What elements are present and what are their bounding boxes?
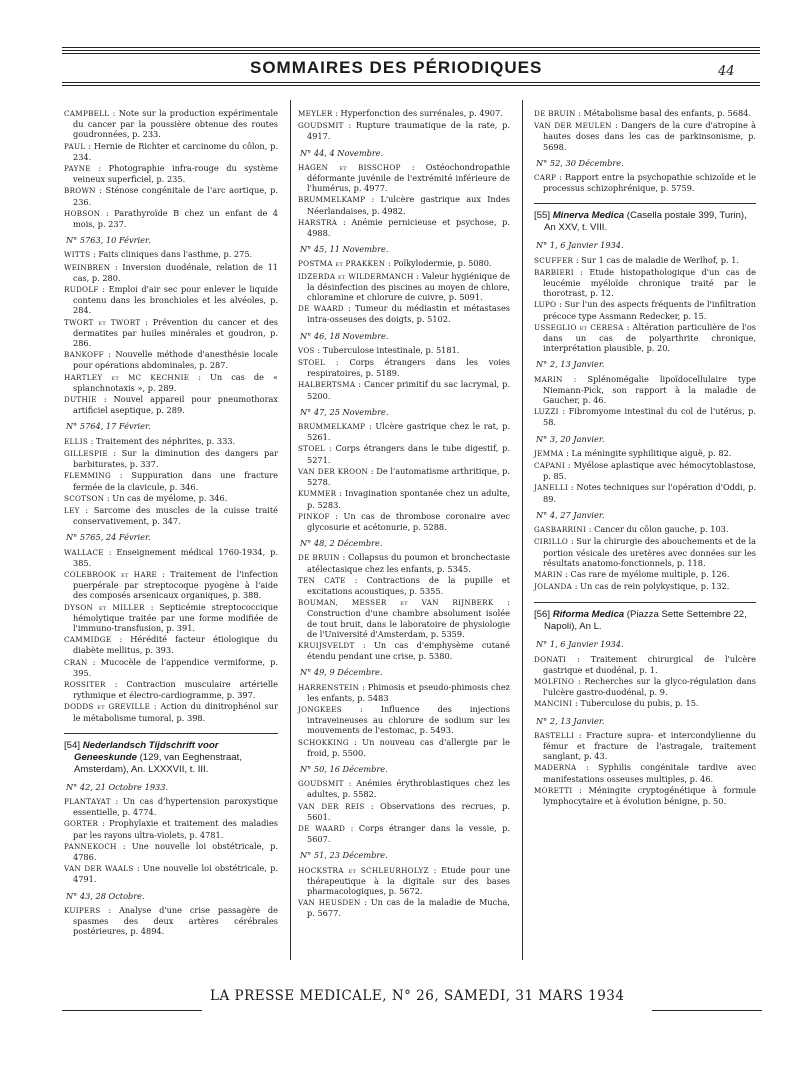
author-name: DONATI	[534, 654, 567, 664]
author-name: PLANTAYAT	[64, 796, 111, 806]
article-title: : Action du dinitrophénol sur le métabolisme tumoral, p. 398.	[73, 701, 278, 723]
article-entry	[64, 436, 278, 447]
article-title: : Traitement de l'infection puerpérale par streptocoque pyogène à l'aide des composés arsenicaux organiques, p. 388.	[73, 568, 278, 601]
header-rule	[62, 53, 760, 54]
article-entry	[298, 575, 510, 596]
article-entry	[64, 262, 278, 283]
article-entry	[298, 120, 510, 141]
article-title: : Faits cliniques dans l'asthme, p. 275.	[90, 249, 253, 260]
article-entry	[298, 737, 510, 758]
article-entry	[534, 448, 756, 459]
article-entry	[534, 172, 756, 193]
author-name: FLEMMING	[64, 471, 111, 481]
author-name: POSTMA et PRAKKEN	[298, 259, 386, 269]
article-title: : Valeur hygiénique de la désinfection des piscines au moyen de chlore, chloramine et chlorure de cuivre, p. 5091.	[307, 270, 510, 303]
article-entry	[298, 552, 510, 573]
journal-number: [55]	[534, 210, 551, 222]
author-name: CARP	[534, 173, 557, 183]
article-title: : Rupture traumatique de la rate, p. 4917.	[307, 120, 510, 142]
author-name: TWORT et TWORT	[64, 317, 141, 327]
issue-heading: N° 48, 2 Décembre.	[300, 538, 383, 549]
journal-number: [56]	[534, 609, 551, 621]
author-name: MARIN	[534, 569, 563, 579]
article-entry	[64, 701, 278, 722]
article-entry	[534, 654, 756, 675]
author-name: MARIN	[534, 374, 563, 384]
column-divider	[290, 100, 291, 960]
article-entry	[64, 863, 278, 884]
article-title: : Une nouvelle loi obstétricale, p. 4786.	[73, 840, 278, 862]
author-name: BANKOFF	[64, 350, 104, 360]
author-name: HAGEN et BISSCHOP	[298, 162, 401, 172]
author-name: CAPANI	[534, 461, 565, 471]
article-entry	[64, 249, 278, 260]
article-title: : Notes techniques sur l'opération d'Oddi, p. 89.	[543, 482, 756, 504]
article-title: : Tumeur du médiastin et métastases intra-osseuses des doigts, p. 5102.	[307, 303, 510, 325]
article-title: : Prévention du cancer et des dermatites par huiles minérales et goudron, p. 286.	[73, 316, 278, 349]
article-title: : Fracture supra- et intercondylienne du fémur et fracture de l'astragale, traitement sanglant, p. 43.	[543, 729, 756, 762]
article-entry	[298, 466, 510, 487]
journal-heading	[534, 609, 756, 633]
article-entry	[298, 162, 510, 194]
journal-name: Minerva Medica	[552, 210, 625, 222]
article-entry	[64, 448, 278, 469]
article-title: : Une nouvelle loi obstétricale, p. 4791.	[73, 863, 278, 885]
article-title: : Ostéochondropathie déformante juvénile de l'extrémité inférieure de l'humérus, p. 4977.	[307, 161, 510, 194]
article-title: : Invagination spontanée chez un adulte, p. 5283.	[307, 488, 510, 510]
article-title: : Un cas de myélome, p. 346.	[104, 492, 228, 503]
issue-heading: N° 42, 21 Octobre 1933.	[66, 781, 169, 792]
article-title: : Un nouveau cas d'allergie par le froid, p. 5500.	[307, 736, 510, 758]
article-title: : Etude pour une thérapeutique à la digitale sur des bases pharmacologiques, p. 5672.	[307, 864, 511, 896]
issue-heading: N° 2, 13 Janvier.	[536, 359, 605, 370]
article-entry	[298, 704, 510, 736]
author-name: BOUMAN, MESSER et VAN RIJNBERK	[298, 598, 494, 608]
article-entry	[64, 657, 278, 678]
author-name: PANNEKOCH	[64, 841, 117, 851]
article-entry	[534, 460, 756, 481]
author-name: HARSTRA	[298, 217, 338, 227]
article-entry	[64, 493, 278, 504]
author-name: GASBARRINI	[534, 525, 587, 535]
article-entry	[298, 271, 510, 303]
page-title: SOMMAIRES DES PÉRIODIQUES	[250, 58, 543, 77]
article-title: : Un cas d'hypertension paroxystique essentielle, p. 4774.	[73, 795, 278, 818]
article-entry	[298, 897, 510, 918]
article-title: : Poïkylodermie, p. 5080.	[385, 258, 492, 269]
issue-heading: N° 2, 13 Janvier.	[536, 715, 605, 726]
article-title: : Un cas de thrombose coronaire avec glycosurie et acétonurie, p. 5288.	[307, 510, 510, 532]
article-title: : Myélose aplastique avec hémocytoblastose, p. 85.	[543, 460, 756, 482]
article-entry	[64, 547, 278, 568]
article-entry	[64, 284, 278, 316]
footer-text: LA PRESSE MEDICALE, N° 26, SAMEDI, 31 MARS 1934	[210, 988, 625, 1004]
article-entry	[298, 303, 510, 324]
article-title: : Photographie infra-rouge du système veineux superficiel, p. 235.	[73, 163, 278, 185]
article-entry	[298, 823, 510, 844]
author-name: SCUFFER	[534, 255, 574, 265]
article-title: : Analyse d'une crise passagère de spasmes des deux artères cérébrales postérieures, p. 4894.	[73, 904, 278, 937]
article-title: : L'ulcère gastrique aux Indes Néerlandaises, p. 4982.	[307, 194, 510, 216]
article-title: : Un cas d'emphysème cutané étendu pendant une crise, p. 5380.	[307, 639, 510, 662]
article-entry	[298, 801, 510, 822]
author-name: WALLACE	[64, 547, 104, 557]
article-entry	[64, 185, 278, 206]
article-entry	[298, 511, 510, 532]
article-title: : Corps étrangers dans le tube digestif, p. 5271.	[307, 443, 510, 465]
column-3	[534, 108, 756, 807]
article-title: : Mucocèle de l'appendice vermiforme, p. 395.	[73, 656, 278, 678]
author-name: JONGKEES	[298, 704, 342, 714]
article-title: : Enseignement médical 1760-1934, p. 385.	[73, 546, 278, 568]
author-name: USSEGLIO et CERESA	[534, 322, 624, 332]
issue-heading: N° 46, 18 Novembre.	[300, 330, 389, 341]
author-name: KUMMER	[298, 489, 337, 499]
article-entry	[64, 317, 278, 349]
article-title: : Hyperfonction des surrénales, p. 4907.	[332, 108, 503, 118]
author-name: WEINBREN	[64, 262, 111, 272]
article-title: : Splénomégalie lipoïdocellulaire type Niemann-Pick, son rapport à la maladie de Gaucher, p. 46.	[543, 373, 756, 406]
author-name: COLEBROOK et HARE	[64, 569, 158, 579]
issue-heading: N° 49, 9 Décembre.	[300, 667, 383, 678]
journal-info: (Casella postale 399, Turin), An XXV, t. VIII.	[544, 210, 747, 234]
issue-heading: N° 44, 4 Novembre.	[300, 147, 384, 158]
header-rule	[62, 47, 760, 48]
article-entry	[534, 322, 756, 354]
article-title: : Traitement des néphrites, p. 333.	[88, 435, 236, 446]
issue-heading: N° 43, 28 Octobre.	[66, 890, 145, 901]
article-title: : Etude histopathologique d'un cas de leucémie myéloïde chronique traité par le thorotrast, p. 12.	[543, 266, 756, 299]
author-name: MEYLER	[298, 109, 333, 118]
article-entry	[298, 217, 510, 238]
author-name: DE WAARD	[298, 823, 346, 833]
article-title: : Corps étranger dans la vessie, p. 5607.	[307, 822, 510, 845]
author-name: CRAN	[64, 657, 88, 667]
author-name: VAN HEUSDEN	[298, 898, 361, 908]
author-name: DE WAARD	[298, 304, 344, 314]
header-rule	[62, 50, 760, 51]
article-entry	[298, 640, 510, 661]
article-entry	[534, 255, 756, 266]
article-entry	[298, 597, 510, 639]
article-title: : Sur la chirurgie des abouchements et de la portion vésicale des uretères avec données sur les résultats anatomo-fonctionnels, p. 118.	[543, 536, 756, 568]
author-name: BROWN	[64, 186, 96, 196]
author-name: STOEL	[298, 444, 326, 454]
article-entry	[298, 194, 510, 215]
article-title: : Septicémie streptococcique hémolytique traitée par une forme modifiée de l'immuno-transfusion, p. 391.	[73, 601, 278, 633]
issue-heading: N° 5765, 24 Février.	[66, 532, 151, 543]
column-1	[64, 108, 278, 937]
article-title: : Un cas de « splanchnotaxis », p. 289.	[73, 371, 278, 393]
section-rule	[64, 733, 278, 734]
article-entry	[298, 682, 510, 703]
author-name: KUIPERS	[64, 905, 101, 915]
author-name: SCHOKKING	[298, 737, 349, 747]
author-name: LEY	[64, 505, 80, 515]
journal-name: Nederlandsch Tijdschrift voor Geneeskunde	[74, 739, 219, 763]
author-name: VAN DER MEULEN	[534, 121, 612, 131]
article-entry	[64, 394, 278, 415]
author-name: GORTER	[64, 819, 99, 829]
article-entry	[534, 267, 756, 299]
author-name: PAUL	[64, 141, 86, 151]
article-entry	[534, 299, 756, 320]
article-entry	[534, 698, 756, 709]
article-entry	[64, 470, 278, 491]
article-entry	[64, 818, 278, 839]
article-title: : Recherches sur la glyco-régulation dans l'ulcère gastro-duodénal, p. 9.	[543, 675, 756, 698]
article-entry	[298, 345, 510, 356]
article-title: : Métabolisme basal des enfants, p. 5684.	[575, 108, 751, 118]
article-title: : Rapport entre la psychopathie schizoïde et le processus schizophrénique, p. 5759.	[543, 172, 756, 194]
section-rule	[534, 203, 756, 204]
article-title: : Fibromyome intestinal du col de l'utérus, p. 58.	[543, 406, 756, 428]
article-title: : Altération particulière de l'os dans un cas de polyarthrite chronique, interprétation plausible, p. 20.	[543, 321, 756, 354]
author-name: MADERNA	[534, 763, 577, 773]
author-name: VOS	[298, 345, 315, 355]
article-title: : Sur la diminution des dangers par barbiturates, p. 337.	[73, 447, 278, 470]
article-entry	[534, 730, 756, 762]
issue-heading: N° 47, 25 Novembre.	[300, 406, 389, 417]
author-name: LUZZI	[534, 407, 559, 417]
article-title: : Tuberculose du pubis, p. 15.	[572, 698, 699, 709]
article-title: : De l'automatisme arthritique, p. 5278.	[307, 465, 510, 488]
author-name: LUPO	[534, 300, 557, 310]
author-name: SCOTSON	[64, 493, 105, 503]
article-entry	[298, 443, 510, 464]
article-entry	[64, 349, 278, 370]
article-entry	[534, 524, 756, 535]
article-entry	[534, 374, 756, 406]
page-number: 44	[718, 64, 735, 79]
author-name: HARRENSTEIN	[298, 682, 360, 692]
journal-info: (Piazza Sette Settembre 22, Napoli), An L.	[544, 609, 747, 633]
author-name: VAN DER REIS	[298, 801, 365, 811]
author-name: HOBSON	[64, 208, 101, 218]
article-entry	[64, 505, 278, 526]
author-name: MANCINI	[534, 699, 573, 709]
article-title: : Anémies érythroblastiques chez les adultes, p. 5582.	[307, 778, 510, 800]
author-name: JOLANDA	[534, 582, 573, 592]
issue-heading: N° 50, 16 Décembre.	[300, 763, 388, 774]
article-entry	[534, 108, 756, 119]
article-title: : Cancer du côlon gauche, p. 103.	[586, 524, 729, 535]
journal-info: (129, van Eeghenstraat, Amsterdam), An. LXXXVII, t. III.	[74, 751, 242, 775]
article-title: : Parathyroïde B chez un enfant de 4 mois, p. 237.	[73, 207, 278, 230]
author-name: MOLFINO	[534, 676, 575, 686]
article-title: : Corps étrangers dans les voies respiratoires, p. 5189.	[307, 357, 510, 379]
article-entry	[64, 602, 278, 634]
section-rule	[534, 602, 756, 603]
article-title: : Emploi d'air sec pour enlever le liquide contenu dans les bronchioles et les alvéoles, p. 284.	[73, 284, 278, 316]
article-title: : Observations des recrues, p. 5601.	[307, 800, 510, 822]
article-title: : Ulcère gastrique chez le rat, p. 5261.	[307, 421, 510, 443]
issue-heading: N° 45, 11 Novembre.	[300, 244, 389, 255]
author-name: DODDS et GREVILLE	[64, 702, 151, 712]
article-entry	[64, 372, 278, 393]
article-title: : Hernie de Richter et carcinome du côlon, p. 234.	[73, 140, 278, 162]
article-entry	[64, 163, 278, 184]
article-title: : Nouvelle méthode d'anesthésie locale pour opérations abdominales, p. 287.	[73, 349, 278, 371]
article-entry	[298, 865, 510, 897]
author-name: ROSSITER	[64, 679, 106, 689]
journal-heading	[64, 740, 278, 776]
header-rule	[62, 82, 760, 83]
author-name: DE BRUIN	[298, 553, 340, 563]
article-title: : Contractions de la pupille et excitations acoustiques, p. 5355.	[307, 574, 510, 596]
article-entry	[64, 108, 278, 140]
author-name: CAMMIDGE	[64, 635, 112, 645]
article-title: : Construction d'une chambre absolument isolée de tout bruit, dans le laboratoire de physiologie de l'Université d'Amsterdam, p. 5359.	[307, 597, 510, 639]
author-name: GOUDSMIT	[298, 779, 344, 789]
issue-heading: N° 52, 30 Décembre.	[536, 157, 624, 168]
issue-heading: N° 1, 6 Janvier 1934.	[536, 639, 624, 650]
author-name: HALBERTSMA	[298, 380, 356, 390]
article-title: : Inversion duodénale, relation de 11 cas, p. 280.	[73, 261, 278, 283]
issue-heading: N° 51, 23 Décembre.	[300, 850, 388, 861]
author-name: CAMPBELL	[64, 109, 110, 118]
article-entry	[298, 421, 510, 442]
article-entry	[534, 785, 756, 806]
issue-heading: N° 1, 6 Janvier 1934.	[536, 240, 624, 251]
article-entry	[534, 482, 756, 503]
article-entry	[534, 676, 756, 697]
issue-heading: N° 3, 20 Janvier.	[536, 433, 605, 444]
article-entry	[64, 841, 278, 862]
author-name: IDZERDA et WILDERMANCH	[298, 271, 414, 281]
article-title: : Sur 1 cas de maladie de Werlhof, p. 1.	[573, 254, 740, 265]
author-name: HARTLEY et MC KECHNIE	[64, 372, 190, 382]
author-name: PINKOF	[298, 511, 330, 521]
article-entry	[64, 569, 278, 601]
article-title: : Contraction musculaire artérielle rythmique et électro-cardiogramme, p. 397.	[73, 678, 278, 701]
article-title: : Un cas de la maladie de Mucha, p. 5677.	[307, 897, 510, 919]
article-entry	[298, 488, 510, 509]
author-name: VAN DER WAALS	[64, 864, 134, 874]
article-entry	[64, 679, 278, 700]
author-name: GOUDSMIT	[298, 121, 344, 131]
article-title: : Sur l'un des aspects fréquents de l'infiltration précoce type Assmann Redecker, p. 15.	[543, 299, 756, 321]
article-entry	[298, 357, 510, 378]
article-entry	[298, 108, 510, 119]
article-entry	[64, 796, 278, 817]
article-title: : Cas rare de myélome multiple, p. 126.	[562, 568, 730, 579]
author-name: JEMMA	[534, 448, 564, 458]
author-name: STOEL	[298, 358, 326, 368]
article-title: : Dangers de la cure d'atropine à hautes doses dans les cas de parkinsonisme, p. 5698.	[543, 120, 756, 152]
article-entry	[298, 258, 510, 269]
article-entry	[298, 379, 510, 400]
article-title: : Sarcome des muscles de la cuisse traité conservativement, p. 347.	[73, 504, 278, 527]
article-title: : La méningite syphilitique aiguë, p. 82.	[563, 447, 732, 458]
article-title: : Suppuration dans une fracture fermée de la clavicule, p. 346.	[73, 470, 278, 492]
article-title: : Phimosis et pseudo-phimosis chez les enfants, p. 5483	[307, 681, 510, 703]
author-name: MORETTI	[534, 785, 573, 795]
author-name: HOCKSTRA et SCHLEURHOLYZ	[298, 865, 429, 875]
journal-name: Riforma Medica	[552, 609, 625, 621]
journal-number: [54]	[64, 739, 81, 751]
header-rule	[62, 85, 760, 86]
journal-heading	[534, 210, 756, 234]
author-name: CIRILLO	[534, 537, 569, 547]
author-name: TEN CATE	[298, 575, 346, 585]
article-title: : Prophylaxie et traitement des maladies par les rayons ultra-violets, p. 4781.	[73, 818, 278, 840]
author-name: VAN DER KROON	[298, 466, 369, 476]
author-name: WITTS	[64, 250, 91, 260]
article-entry	[534, 581, 756, 592]
author-name: DE BRUIN	[534, 109, 576, 118]
article-title: : Traitement chirurgical de l'ulcère gastrique et duodénal, p. 1.	[543, 653, 756, 675]
author-name: DYSON et MILLER	[64, 602, 145, 612]
issue-heading: N° 5763, 10 Février.	[66, 235, 151, 246]
article-entry	[298, 778, 510, 799]
author-name: BASTELLI	[534, 730, 575, 740]
article-entry	[534, 762, 756, 783]
article-title: : Nouvel appareil pour pneumothorax artificiel aseptique, p. 289.	[73, 394, 278, 416]
author-name: GILLESPIE	[64, 448, 108, 458]
author-name: BARBIERI	[534, 267, 574, 277]
article-entry	[534, 120, 756, 152]
article-entry	[534, 536, 756, 568]
article-title: : Anémie pernicieuse et psychose, p. 4988.	[307, 216, 510, 239]
article-entry	[534, 569, 756, 580]
article-title: : Influence des injections intraveineuses au chlorure de sodium sur les mouvements de l'estomac, p. 5493.	[307, 703, 510, 736]
article-entry	[64, 141, 278, 162]
article-entry	[64, 634, 278, 655]
issue-heading: N° 5764, 17 Février.	[66, 421, 151, 432]
article-entry	[64, 208, 278, 229]
author-name: RUDOLF	[64, 285, 99, 295]
article-title: : Collapsus du poumon et bronchectasie atélectasique chez les enfants, p. 5345.	[307, 552, 510, 574]
author-name: JANELLI	[534, 483, 569, 493]
article-entry	[534, 406, 756, 427]
column-divider	[522, 100, 523, 960]
author-name: BRUMMELKAMP	[298, 422, 366, 432]
article-title: : Sténose congénitale de l'arc aortique, p. 236.	[73, 185, 278, 207]
article-title: : Cancer primitif du sac lacrymal, p. 5200.	[307, 379, 510, 401]
article-title: : Note sur la production expérimentale du cancer par la poussière obtenue des routes goudronnées, p. 233.	[73, 108, 278, 140]
column-2	[298, 108, 510, 920]
author-name: KRUIJSVELDT	[298, 640, 355, 650]
author-name: PAYNE	[64, 164, 91, 174]
article-title: : Tuberculose intestinale, p. 5181.	[314, 344, 460, 355]
author-name: BRUMMELKAMP	[298, 195, 366, 205]
article-title: : Hérédité facteur étiologique du diabète mellitus, p. 393.	[73, 634, 278, 656]
issue-heading: N° 4, 27 Janvier.	[536, 509, 605, 520]
author-name: ELLIS	[64, 436, 89, 446]
article-title: : Syphilis congénitale tardive avec manifestations osseuses multiples, p. 46.	[543, 762, 756, 784]
article-entry	[64, 905, 278, 937]
article-title: : Un cas de rein polykystique, p. 132.	[572, 581, 730, 592]
author-name: DUTHIE	[64, 395, 97, 405]
article-title: : Méningite cryptogénétique à formule lymphocytaire et à évolution bénigne, p. 50.	[543, 784, 756, 806]
